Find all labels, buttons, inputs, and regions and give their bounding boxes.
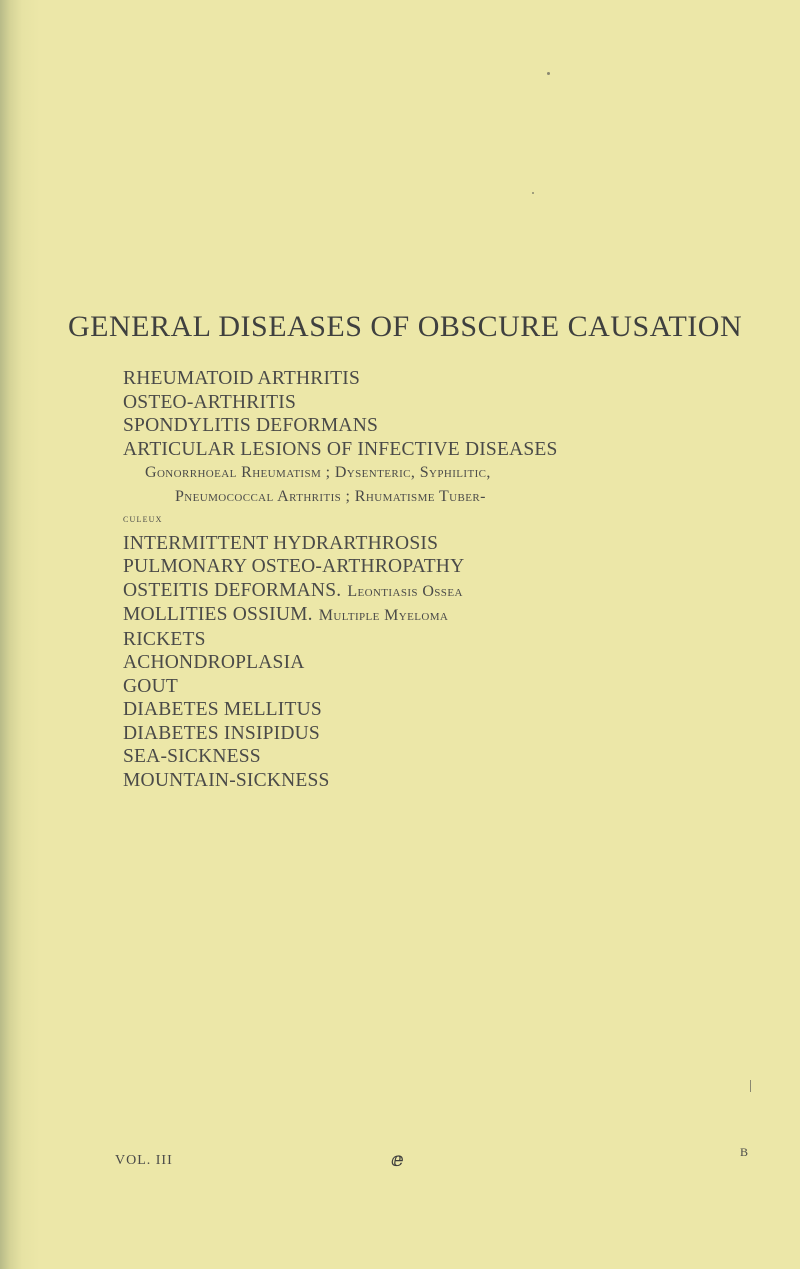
volume-label: VOL. III xyxy=(115,1153,173,1168)
speck xyxy=(547,72,550,75)
list-item-main: OSTEITIS DEFORMANS. xyxy=(123,579,342,601)
list-item: PULMONARY OSTEO-ARTHROPATHY xyxy=(123,556,465,577)
speck xyxy=(750,1080,751,1092)
list-item: SEA-SICKNESS xyxy=(123,746,261,767)
list-item: OSTEO-ARTHRITIS xyxy=(123,391,296,413)
list-item: ACHONDROPLASIA xyxy=(123,652,305,673)
signature-mark: B xyxy=(740,1145,749,1159)
list-item: DIABETES MELLITUS xyxy=(123,699,322,720)
list-item: MOUNTAIN-SICKNESS xyxy=(123,769,330,791)
disease-list xyxy=(123,367,763,792)
list-subitem: Pneumococcal Arthritis ; Rhumatisme Tuber- xyxy=(175,487,486,505)
list-item-subtopic: Multiple Myeloma xyxy=(318,607,449,624)
list-item: RICKETS xyxy=(123,628,206,650)
list-subitem: Gonorrhoeal Rheumatism ; Dysenteric, Syphilitic, xyxy=(145,464,491,481)
list-item: SPONDYLITIS DEFORMANS xyxy=(123,415,379,436)
list-item: GOUT xyxy=(123,675,178,697)
list-item: INTERMITTENT HYDRARTHROSIS xyxy=(123,532,439,554)
printer-signature: ⅇ xyxy=(391,1149,404,1171)
list-item: RHEUMATOID ARTHRITIS xyxy=(123,368,361,389)
list-item xyxy=(123,603,763,628)
page-title: GENERAL DISEASES OF OBSCURE CAUSATION xyxy=(68,310,743,343)
list-item-subtopic: Leontiasis Ossea xyxy=(347,582,463,600)
list-item: DIABETES INSIPIDUS xyxy=(123,722,320,744)
speck xyxy=(532,192,534,194)
list-item: ARTICULAR LESIONS OF INFECTIVE DISEASES xyxy=(123,438,558,460)
list-item-main: MOLLITIES OSSIUM. xyxy=(123,604,313,625)
list-item xyxy=(123,579,763,604)
list-subitem: culeux xyxy=(123,513,163,525)
